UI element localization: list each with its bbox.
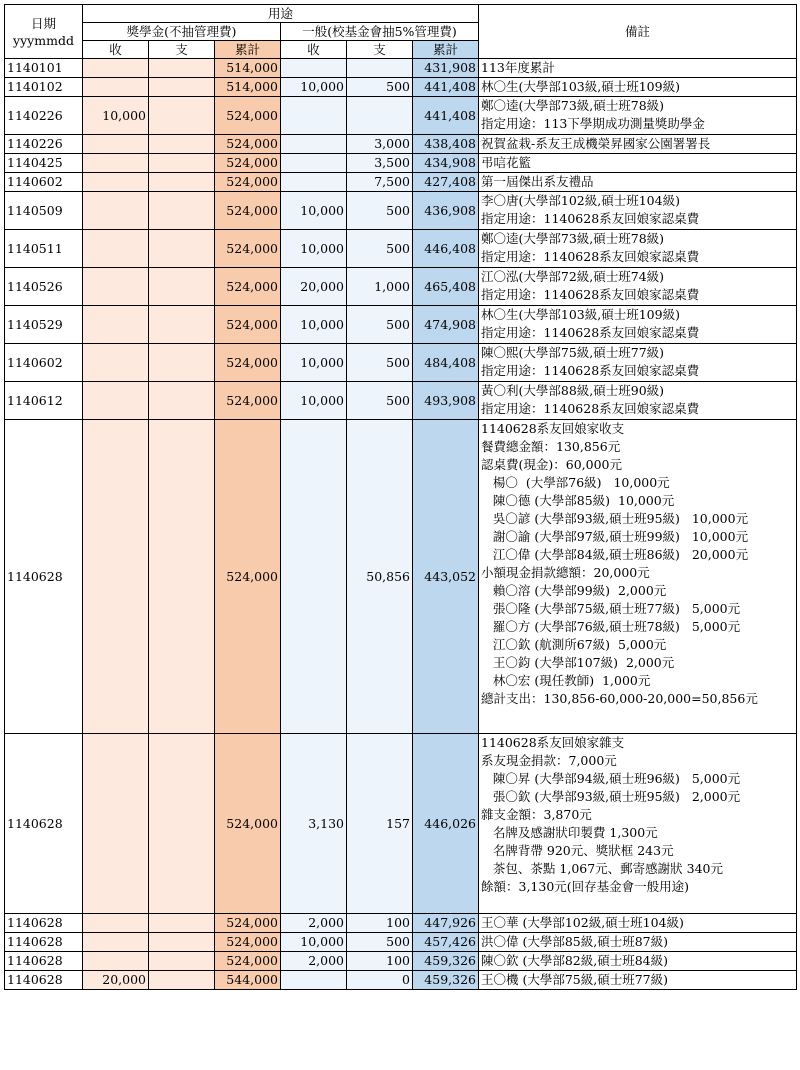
general-expense-cell: 500	[347, 230, 413, 268]
remark-line: 指定用途：1140628系友回娘家認桌費	[481, 287, 700, 302]
date-cell: 1140529	[5, 306, 83, 344]
scholarship-cumulative-cell: 524,000	[215, 154, 281, 173]
scholarship-expense-cell	[149, 933, 215, 952]
general-cumulative-cell: 431,908	[413, 59, 479, 78]
scholarship-cumulative-cell: 514,000	[215, 78, 281, 97]
scholarship-expense-cell	[149, 344, 215, 382]
scholarship-expense-cell	[149, 154, 215, 173]
table-row	[5, 382, 797, 420]
scholarship-expense-cell	[149, 192, 215, 230]
scholarship-income-header: 收	[83, 41, 149, 59]
scholarship-expense-cell	[149, 97, 215, 135]
general-income-cell: 10,000	[281, 192, 347, 230]
remark-line: 陳〇欽 (大學部82級,碩士班84級)	[481, 953, 669, 968]
date-cell: 1140628	[5, 971, 83, 990]
general-expense-cell: 157	[347, 734, 413, 914]
remark-cell	[479, 230, 797, 268]
remark-cell	[479, 971, 797, 990]
remark-line: 1140628系友回娘家收支	[481, 421, 625, 436]
remark-cell	[479, 192, 797, 230]
table-row	[5, 344, 797, 382]
scholarship-cumulative-cell: 524,000	[215, 173, 281, 192]
remark-line: 113年度累計	[481, 60, 555, 75]
general-expense-cell: 500	[347, 344, 413, 382]
ledger-body	[5, 59, 797, 990]
scholarship-cumulative-header: 累計	[215, 41, 281, 59]
remarks-header: 備註	[479, 5, 797, 59]
remark-line: 王〇華 (大學部102級,碩士班104級)	[481, 915, 684, 930]
remark-line: 李〇唐(大學部102級,碩士班104級)	[481, 193, 680, 208]
scholarship-cumulative-cell: 524,000	[215, 230, 281, 268]
scholarship-cumulative-cell: 524,000	[215, 382, 281, 420]
remark-line: 楊〇 (大學部76級) 10,000元	[481, 475, 670, 490]
general-cumulative-cell: 441,408	[413, 97, 479, 135]
table-row	[5, 59, 797, 78]
scholarship-income-cell	[83, 192, 149, 230]
scholarship-income-cell	[83, 268, 149, 306]
date-header-label: 日期	[30, 15, 56, 31]
general-cumulative-cell: 441,408	[413, 78, 479, 97]
date-cell: 1140226	[5, 135, 83, 154]
remark-line: 羅〇方 (大學部76級,碩士班78級) 5,000元	[481, 619, 741, 634]
general-cumulative-cell: 434,908	[413, 154, 479, 173]
general-header: 一般(校基金會抽5%管理費)	[281, 23, 479, 41]
remark-line: 張〇隆 (大學部75級,碩士班77級) 5,000元	[481, 601, 741, 616]
general-cumulative-header: 累計	[413, 41, 479, 59]
scholarship-income-cell	[83, 173, 149, 192]
remark-line: 指定用途：1140628系友回娘家認桌費	[481, 401, 700, 416]
scholarship-expense-cell	[149, 952, 215, 971]
scholarship-expense-cell	[149, 135, 215, 154]
general-expense-cell: 3,500	[347, 154, 413, 173]
date-format-label: yyymmdd	[13, 32, 74, 48]
general-expense-cell: 3,000	[347, 135, 413, 154]
remark-line: 餐費總金額：130,856元	[481, 439, 621, 454]
remark-cell	[479, 420, 797, 734]
remark-cell	[479, 59, 797, 78]
scholarship-cumulative-cell: 514,000	[215, 59, 281, 78]
remark-line: 吳〇諺 (大學部93級,碩士班95級) 10,000元	[481, 511, 749, 526]
general-cumulative-cell: 438,408	[413, 135, 479, 154]
general-expense-cell: 1,000	[347, 268, 413, 306]
general-income-cell: 3,130	[281, 734, 347, 914]
table-row	[5, 173, 797, 192]
scholarship-income-cell	[83, 59, 149, 78]
remark-cell	[479, 306, 797, 344]
general-income-cell: 10,000	[281, 382, 347, 420]
remark-line: 張〇欽 (大學部93級,碩士班95級) 2,000元	[481, 789, 741, 804]
general-income-cell	[281, 173, 347, 192]
general-expense-cell: 500	[347, 933, 413, 952]
remark-line: 認桌費(現金)：60,000元	[481, 457, 622, 472]
scholarship-income-cell	[83, 382, 149, 420]
scholarship-cumulative-cell: 524,000	[215, 914, 281, 933]
remark-cell	[479, 344, 797, 382]
general-expense-cell: 500	[347, 192, 413, 230]
scholarship-expense-cell	[149, 734, 215, 914]
date-cell: 1140628	[5, 420, 83, 734]
general-income-header: 收	[281, 41, 347, 59]
general-expense-cell: 7,500	[347, 173, 413, 192]
remark-cell	[479, 914, 797, 933]
general-cumulative-cell: 446,026	[413, 734, 479, 914]
scholarship-expense-cell	[149, 971, 215, 990]
scholarship-cumulative-cell: 524,000	[215, 192, 281, 230]
scholarship-cumulative-cell: 524,000	[215, 268, 281, 306]
general-expense-cell: 500	[347, 306, 413, 344]
general-cumulative-cell: 447,926	[413, 914, 479, 933]
general-cumulative-cell: 427,408	[413, 173, 479, 192]
table-row	[5, 914, 797, 933]
general-expense-cell: 0	[347, 971, 413, 990]
scholarship-cumulative-cell: 524,000	[215, 306, 281, 344]
remark-cell	[479, 734, 797, 914]
remark-line: 指定用途：1140628系友回娘家認桌費	[481, 249, 700, 264]
remark-line: 名牌及感謝狀印製費 1,300元	[481, 825, 658, 840]
scholarship-header: 獎學金(不抽管理費)	[83, 23, 281, 41]
general-income-cell	[281, 154, 347, 173]
scholarship-income-cell: 20,000	[83, 971, 149, 990]
remark-line: 王〇機 (大學部75級,碩士班77級)	[481, 972, 669, 987]
scholarship-income-cell	[83, 154, 149, 173]
general-cumulative-cell: 459,326	[413, 952, 479, 971]
general-income-cell: 10,000	[281, 344, 347, 382]
table-row	[5, 192, 797, 230]
scholarship-expense-cell	[149, 173, 215, 192]
table-row	[5, 306, 797, 344]
ledger-table	[4, 4, 797, 990]
general-income-cell	[281, 97, 347, 135]
scholarship-expense-cell	[149, 914, 215, 933]
remark-cell	[479, 268, 797, 306]
date-cell: 1140628	[5, 933, 83, 952]
general-income-cell: 20,000	[281, 268, 347, 306]
remark-line: 餘額：3,130元(回存基金會一般用途)	[481, 879, 690, 894]
scholarship-expense-cell	[149, 306, 215, 344]
general-income-cell: 10,000	[281, 78, 347, 97]
scholarship-income-cell	[83, 734, 149, 914]
remark-line: 第一屆傑出系友禮品	[481, 174, 594, 189]
date-cell: 1140526	[5, 268, 83, 306]
scholarship-cumulative-cell: 524,000	[215, 97, 281, 135]
date-cell: 1140602	[5, 344, 83, 382]
date-cell: 1140612	[5, 382, 83, 420]
scholarship-cumulative-cell: 524,000	[215, 344, 281, 382]
remark-line: 名牌背帶 920元、獎狀框 243元	[481, 843, 674, 858]
scholarship-income-cell	[83, 420, 149, 734]
general-expense-cell: 50,856	[347, 420, 413, 734]
general-income-cell: 10,000	[281, 933, 347, 952]
remark-line: 小額現金捐款總額：20,000元	[481, 565, 650, 580]
purpose-header: 用途	[83, 5, 479, 23]
general-expense-cell	[347, 59, 413, 78]
scholarship-cumulative-cell: 524,000	[215, 952, 281, 971]
remark-line: 指定用途：1140628系友回娘家認桌費	[481, 325, 700, 340]
general-expense-cell: 100	[347, 914, 413, 933]
remark-line: 茶包、茶點 1,067元、郵寄感謝狀 340元	[481, 861, 724, 876]
remark-line: 陳〇熙(大學部75級,碩士班77級)	[481, 345, 665, 360]
scholarship-cumulative-cell: 524,000	[215, 933, 281, 952]
scholarship-expense-cell	[149, 382, 215, 420]
remark-line: 系友現金捐款：7,000元	[481, 753, 617, 768]
scholarship-income-cell	[83, 78, 149, 97]
date-cell: 1140425	[5, 154, 83, 173]
remark-line: 弔唁花籃	[481, 155, 532, 170]
remark-line: 洪〇偉 (大學部85級,碩士班87級)	[481, 934, 669, 949]
general-expense-cell: 500	[347, 382, 413, 420]
general-income-cell	[281, 135, 347, 154]
remark-line: 指定用途：1140628系友回娘家認桌費	[481, 363, 700, 378]
date-header	[5, 5, 83, 59]
remark-line: 雜支金額：3,870元	[481, 807, 592, 822]
general-income-cell	[281, 971, 347, 990]
scholarship-expense-cell	[149, 420, 215, 734]
remark-cell	[479, 97, 797, 135]
table-row	[5, 78, 797, 97]
scholarship-income-cell	[83, 933, 149, 952]
ledger-header	[5, 5, 797, 59]
remark-line: 指定用途：1140628系友回娘家認桌費	[481, 211, 700, 226]
date-cell: 1140628	[5, 734, 83, 914]
general-cumulative-cell: 457,426	[413, 933, 479, 952]
general-cumulative-cell: 459,326	[413, 971, 479, 990]
table-row	[5, 135, 797, 154]
remark-line: 鄭〇逵(大學部73級,碩士班78級)	[481, 231, 665, 246]
scholarship-income-cell	[83, 230, 149, 268]
remark-cell	[479, 173, 797, 192]
remark-line: 江〇泓(大學部72級,碩士班74級)	[481, 269, 665, 284]
table-row	[5, 952, 797, 971]
remark-line: 祝賀盆栽-系友王成機榮昇國家公園署署長	[481, 136, 711, 151]
remark-cell	[479, 382, 797, 420]
table-row	[5, 734, 797, 914]
general-income-cell	[281, 59, 347, 78]
scholarship-expense-cell	[149, 59, 215, 78]
remark-line: 陳〇昇 (大學部94級,碩士班96級) 5,000元	[481, 771, 741, 786]
general-income-cell: 2,000	[281, 952, 347, 971]
remark-cell	[479, 154, 797, 173]
table-row	[5, 933, 797, 952]
date-cell: 1140102	[5, 78, 83, 97]
date-cell: 1140628	[5, 914, 83, 933]
general-cumulative-cell: 474,908	[413, 306, 479, 344]
date-cell: 1140226	[5, 97, 83, 135]
scholarship-expense-cell	[149, 78, 215, 97]
table-row	[5, 420, 797, 734]
remark-line: 指定用途：113下學期成功測量獎助學金	[481, 116, 705, 131]
general-expense-header: 支	[347, 41, 413, 59]
table-row	[5, 971, 797, 990]
general-cumulative-cell: 493,908	[413, 382, 479, 420]
general-expense-cell	[347, 97, 413, 135]
general-income-cell: 10,000	[281, 306, 347, 344]
remark-cell	[479, 78, 797, 97]
general-cumulative-cell: 436,908	[413, 192, 479, 230]
scholarship-income-cell	[83, 306, 149, 344]
scholarship-cumulative-cell: 524,000	[215, 135, 281, 154]
scholarship-income-cell	[83, 952, 149, 971]
scholarship-cumulative-cell: 524,000	[215, 420, 281, 734]
date-cell: 1140628	[5, 952, 83, 971]
scholarship-income-cell	[83, 914, 149, 933]
general-expense-cell: 100	[347, 952, 413, 971]
remark-line: 謝〇諭 (大學部97級,碩士班99級) 10,000元	[481, 529, 749, 544]
date-cell: 1140511	[5, 230, 83, 268]
general-expense-cell: 500	[347, 78, 413, 97]
remark-line: 總計支出：130,856-60,000-20,000=50,856元	[481, 691, 758, 706]
date-cell: 1140602	[5, 173, 83, 192]
scholarship-income-cell	[83, 344, 149, 382]
remark-line: 林〇宏 (現任教師) 1,000元	[481, 673, 651, 688]
scholarship-cumulative-cell: 544,000	[215, 971, 281, 990]
general-cumulative-cell: 446,408	[413, 230, 479, 268]
date-cell: 1140101	[5, 59, 83, 78]
scholarship-expense-cell	[149, 268, 215, 306]
remark-line: 1140628系友回娘家雜支	[481, 735, 625, 750]
scholarship-cumulative-cell: 524,000	[215, 734, 281, 914]
general-cumulative-cell: 443,052	[413, 420, 479, 734]
remark-cell	[479, 933, 797, 952]
general-income-cell	[281, 420, 347, 734]
table-row	[5, 230, 797, 268]
remark-line: 江〇欽 (航測所67級) 5,000元	[481, 637, 667, 652]
remark-line: 江〇偉 (大學部84級,碩士班86級) 20,000元	[481, 547, 749, 562]
scholarship-income-cell	[83, 135, 149, 154]
scholarship-income-cell: 10,000	[83, 97, 149, 135]
remark-line: 林〇生(大學部103級,碩士班109級)	[481, 79, 680, 94]
remark-cell	[479, 952, 797, 971]
remark-line: 賴〇溶 (大學部99級) 2,000元	[481, 583, 667, 598]
general-cumulative-cell: 465,408	[413, 268, 479, 306]
date-cell: 1140509	[5, 192, 83, 230]
remark-line: 陳〇德 (大學部85級) 10,000元	[481, 493, 675, 508]
remark-line: 林〇生(大學部103級,碩士班109級)	[481, 307, 680, 322]
table-row	[5, 268, 797, 306]
remark-line: 黃〇利(大學部88級,碩士班90級)	[481, 383, 665, 398]
general-income-cell: 10,000	[281, 230, 347, 268]
table-row	[5, 154, 797, 173]
general-income-cell: 2,000	[281, 914, 347, 933]
table-row	[5, 97, 797, 135]
remark-line: 鄭〇逵(大學部73級,碩士班78級)	[481, 98, 665, 113]
remark-cell	[479, 135, 797, 154]
remark-line: 王〇鈞 (大學部107級) 2,000元	[481, 655, 675, 670]
general-cumulative-cell: 484,408	[413, 344, 479, 382]
scholarship-expense-header: 支	[149, 41, 215, 59]
scholarship-expense-cell	[149, 230, 215, 268]
